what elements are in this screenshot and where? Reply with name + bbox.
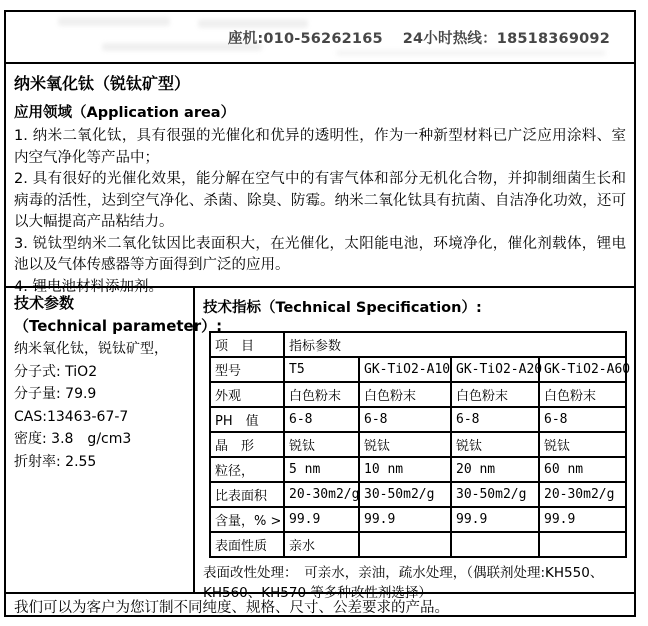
table-row — [210, 432, 626, 457]
parameter-line: 分子量: 79.9 — [14, 386, 97, 402]
table-header-row — [210, 332, 626, 357]
table-cell: 白色粉末 — [451, 382, 539, 407]
table-row — [210, 407, 626, 432]
table-cell: 项 目 — [210, 332, 284, 357]
table-cell: PH 值 — [210, 407, 284, 432]
application-item-2: 2. 具有很好的光催化效果，能分解在空气中的有害气体和部分无机化合物，并抑制细菌生长和病毒的活性，达到空气净化、杀菌、除臭、防霉。纳米二氧化钛具有抗菌、自洁净化功效，还可以大幅提高产品粘结力。 — [14, 171, 626, 230]
page-title: 纳米氧化钛（锐钛矿型） — [14, 74, 191, 93]
table-cell: 型号 — [210, 357, 284, 382]
parameter-line: 密度: 3.8 g/cm3 — [14, 431, 132, 447]
table-cell: 白色粉末 — [539, 382, 626, 407]
table-cell: 99.9 — [359, 507, 451, 532]
table-cell: 外观 — [210, 382, 284, 407]
table-cell: 30-50m2/g — [359, 482, 451, 507]
application-item-1: 1. 纳米二氧化钛，具有很强的光催化和优异的透明性，作为一种新型材料已广泛应用涂料、室内空气净化等产品中； — [14, 128, 626, 166]
table-cell: 6-8 — [539, 407, 626, 432]
document-frame — [4, 10, 636, 617]
table-row — [210, 482, 626, 507]
parameter-line: CAS:13463-67-7 — [14, 408, 129, 425]
table-cell: 指标参数 — [284, 332, 626, 357]
table-cell: GK-TiO2-A20 — [451, 357, 539, 382]
contact-phone-line: 座机:010-56262165 24小时热线：18518369092 — [227, 31, 610, 47]
table-cell: 20 nm — [451, 457, 539, 482]
table-cell — [539, 532, 626, 557]
technical-parameter-heading-en: （Technical parameter）: — [14, 317, 223, 335]
table-cell: T5 — [284, 357, 359, 382]
table-cell: 30-50m2/g — [451, 482, 539, 507]
table-cell — [359, 532, 451, 557]
technical-specification-heading: 技术指标（Technical Specification）: — [203, 300, 482, 316]
table-cell: 锐钛 — [539, 432, 626, 457]
table-cell: 99.9 — [539, 507, 626, 532]
table-cell: 比表面积 — [210, 482, 284, 507]
technical-specification-panel — [195, 288, 634, 601]
table-cell: 10 nm — [359, 457, 451, 482]
table-cell: 白色粉末 — [284, 382, 359, 407]
specification-table — [209, 331, 631, 558]
header-band — [6, 12, 634, 64]
application-item-3: 3. 锐钛型纳米二氧化钛因比表面积大，在光催化，太阳能电池，环境净化，催化剂载体，锂电池以及气体传感器等方面得到广泛的应用。 — [14, 235, 626, 273]
parameter-line: 分子式: TiO2 — [14, 363, 98, 380]
table-cell: 60 nm — [539, 457, 626, 482]
parameter-line: 纳米氧化钛，锐钛矿型， — [14, 341, 168, 357]
table-cell: 含量，% > — [210, 507, 284, 532]
application-area-heading: 应用领域（Application area） — [14, 105, 236, 121]
table-cell: 6-8 — [451, 407, 539, 432]
table-cell: 白色粉末 — [359, 382, 451, 407]
table-cell: 6-8 — [284, 407, 359, 432]
technical-parameter-heading: 技术参数 — [14, 294, 75, 312]
table-row — [210, 357, 626, 382]
table-cell: 20-30m2/g — [284, 482, 359, 507]
intro-section — [6, 64, 634, 295]
table-cell: 粒径， — [210, 457, 284, 482]
table-cell: 表面性质 — [210, 532, 284, 557]
table-row — [210, 507, 626, 532]
application-item-4: 4. 锂电池材料添加剂。 — [14, 278, 163, 295]
table-cell — [451, 532, 539, 557]
parameter-line: 折射率: 2.55 — [14, 453, 97, 470]
watermark-smudge — [58, 17, 170, 26]
technical-parameter-panel — [6, 288, 223, 592]
table-cell: 锐钛 — [451, 432, 539, 457]
table-cell: 99.9 — [284, 507, 359, 532]
table-cell: GK-TiO2-A10 — [359, 357, 451, 382]
footer-note: 我们可以为客户为您订制不同纯度、规格、尺寸、公差要求的产品。 — [6, 592, 634, 615]
table-cell: 6-8 — [359, 407, 451, 432]
detail-columns — [6, 286, 634, 601]
table-cell: 99.9 — [451, 507, 539, 532]
table-cell: 锐钛 — [284, 432, 359, 457]
table-cell: 锐钛 — [359, 432, 451, 457]
table-row — [210, 532, 626, 557]
surface-treatment-note: 表面改性处理： 可亲水，亲油，疏水处理，（偶联剂处理:KH550、KH560、KH570 等多种改性剂选择） — [203, 565, 604, 601]
table-cell: 晶 形 — [210, 432, 284, 457]
table-cell: 亲水 — [284, 532, 359, 557]
watermark-smudge — [336, 50, 606, 56]
table-row — [210, 457, 626, 482]
table-row — [210, 382, 626, 407]
table-cell: 20-30m2/g — [539, 482, 626, 507]
table-cell: GK-TiO2-A60 — [539, 357, 626, 382]
table-cell: 5 nm — [284, 457, 359, 482]
